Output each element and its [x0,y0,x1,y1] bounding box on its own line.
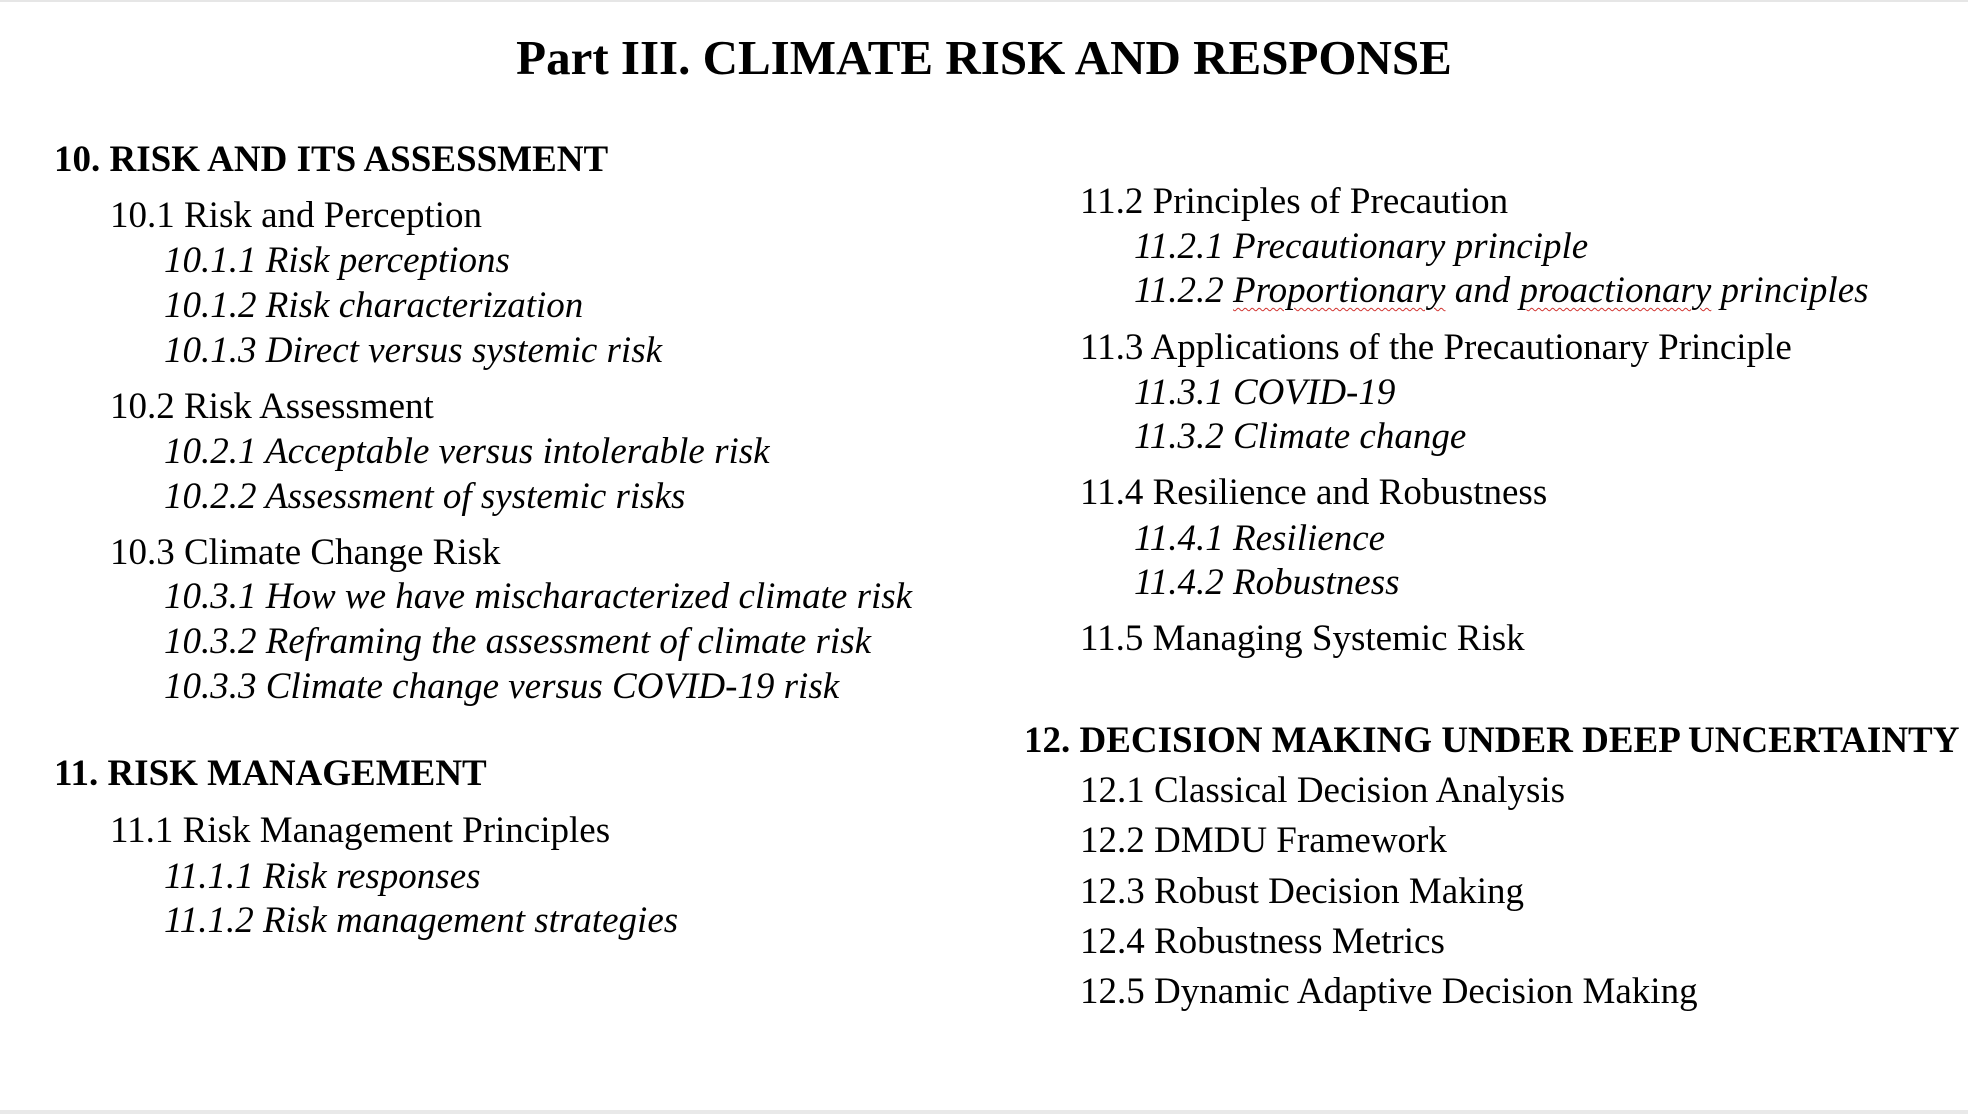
section-10-3: 10.3 Climate Change Risk [110,532,501,573]
subsection-11-3-2: 11.3.2 Climate change [1134,416,1467,457]
subsection-11-2-2-number: 11.2.2 [1134,270,1224,311]
page-title: Part III. CLIMATE RISK AND RESPONSE [516,30,1452,85]
subsection-10-1-3: 10.1.3 Direct versus systemic risk [164,330,663,371]
subsection-11-1-2: 11.1.2 Risk management strategies [164,900,679,941]
chapter-11-heading: 11. RISK MANAGEMENT [54,753,487,794]
section-12-3: 12.3 Robust Decision Making [1080,871,1524,912]
subsection-11-2-2-end: principles [1720,270,1869,311]
chapter-10-heading: 10. RISK AND ITS ASSESSMENT [54,139,609,180]
section-12-1: 12.1 Classical Decision Analysis [1080,770,1566,811]
bottom-border [0,1110,1968,1114]
subsection-10-3-1: 10.3.1 How we have mischaracterized climate risk [164,576,913,617]
section-12-2: 12.2 DMDU Framework [1080,820,1447,861]
subsection-11-4-2: 11.4.2 Robustness [1134,562,1400,603]
subsection-11-3-1: 11.3.1 COVID-19 [1134,372,1396,413]
subsection-10-3-2: 10.3.2 Reframing the assessment of climate risk [164,621,872,662]
subsection-10-2-2: 10.2.2 Assessment of systemic risks [164,476,686,517]
subsection-10-1-1: 10.1.1 Risk perceptions [164,240,510,281]
spellcheck-word-proactionary[interactable]: proactionary [1519,270,1712,311]
subsection-11-2-2-and: and [1454,270,1511,311]
section-11-1: 11.1 Risk Management Principles [110,810,611,851]
chapter-12-heading: 12. DECISION MAKING UNDER DEEP UNCERTAINTY [1024,720,1960,761]
spellcheck-word-proportionary[interactable]: Proportionary [1233,270,1446,311]
section-10-1: 10.1 Risk and Perception [110,195,483,236]
subsection-10-3-3: 10.3.3 Climate change versus COVID-19 risk [164,666,840,707]
section-11-5: 11.5 Managing Systemic Risk [1080,618,1525,659]
section-11-4: 11.4 Resilience and Robustness [1080,472,1548,513]
section-12-5: 12.5 Dynamic Adaptive Decision Making [1080,971,1698,1012]
section-12-4: 12.4 Robustness Metrics [1080,921,1445,962]
section-10-2: 10.2 Risk Assessment [110,386,434,427]
subsection-11-2-1: 11.2.1 Precautionary principle [1134,226,1589,267]
subsection-11-4-1: 11.4.1 Resilience [1134,518,1386,559]
section-11-2: 11.2 Principles of Precaution [1080,181,1509,222]
subsection-10-2-1: 10.2.1 Acceptable versus intolerable risk [164,431,770,472]
section-11-3: 11.3 Applications of the Precautionary Principle [1080,327,1792,368]
subsection-10-1-2: 10.1.2 Risk characterization [164,285,584,326]
subsection-11-2-2 [1134,271,1869,311]
top-border [0,0,1968,2]
subsection-11-1-1: 11.1.1 Risk responses [164,856,481,897]
